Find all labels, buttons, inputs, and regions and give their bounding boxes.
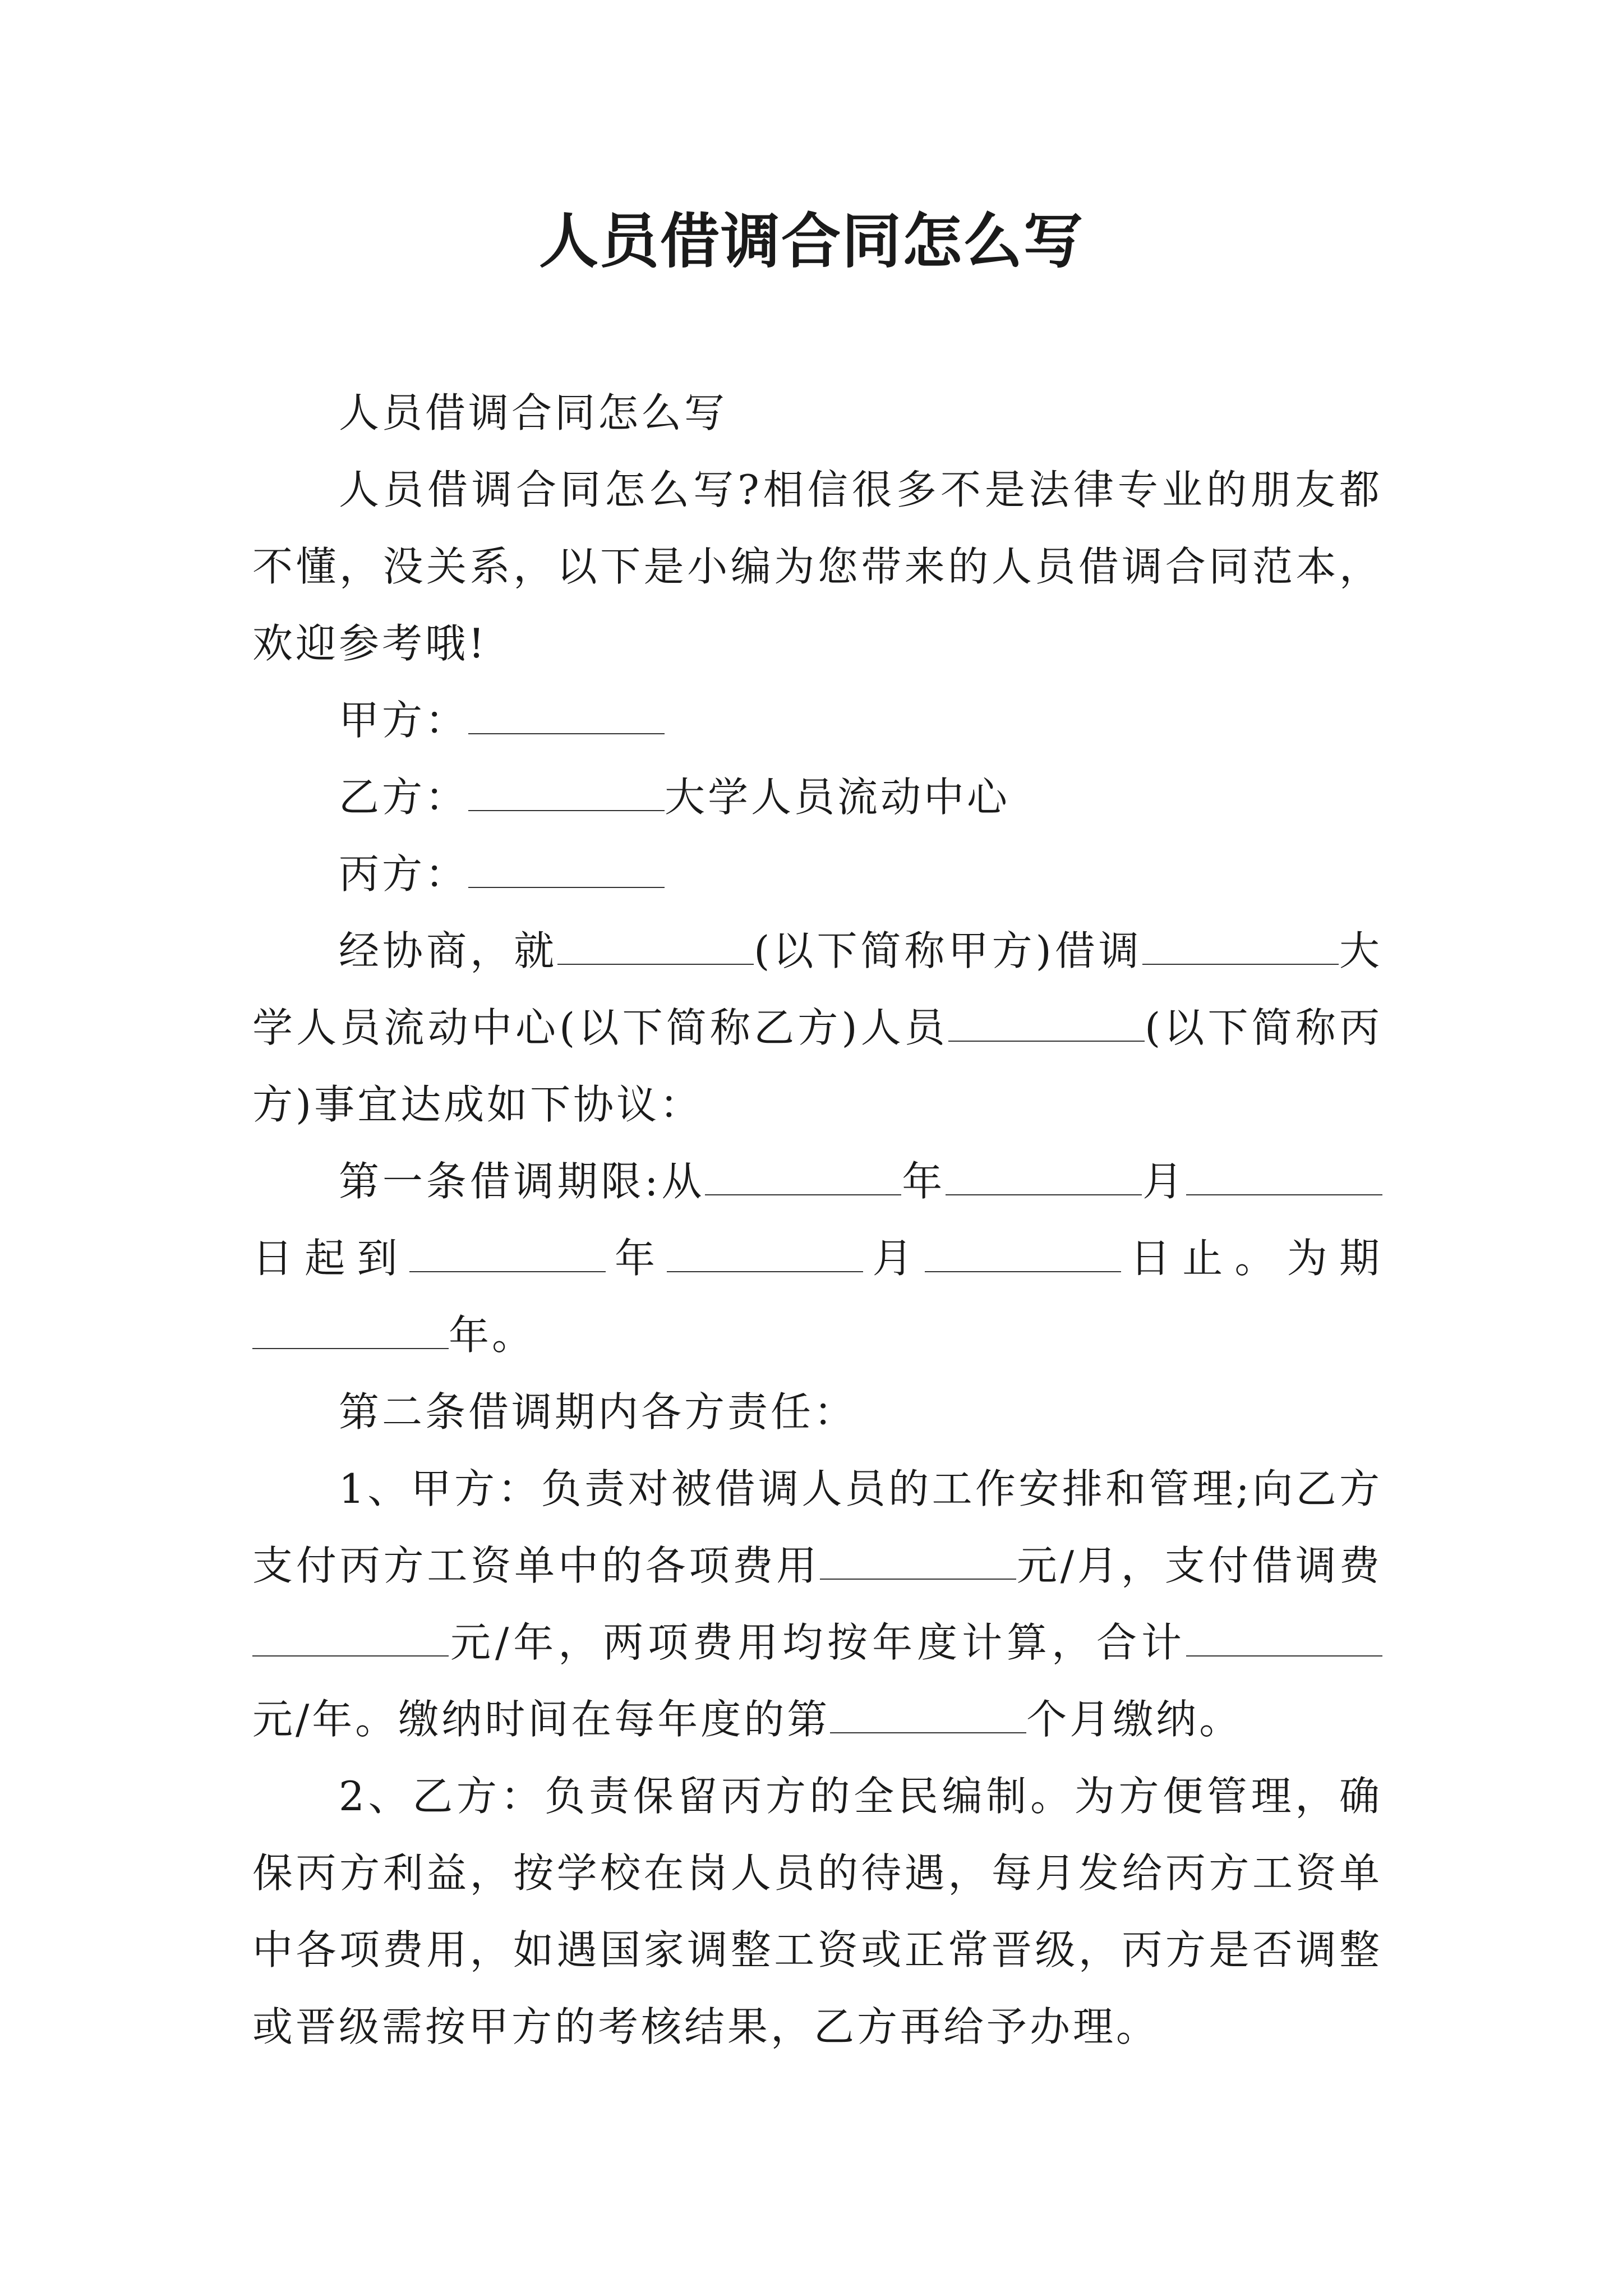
party-b-line bbox=[252, 759, 1382, 836]
article-1-text-2: 年 bbox=[901, 1158, 946, 1205]
clause-1-text-2: 元/月，支付借调费 bbox=[1016, 1542, 1382, 1589]
negotiation-paragraph bbox=[252, 913, 1382, 1143]
article-1-blank-5 bbox=[667, 1225, 863, 1272]
clause-2-paragraph: 2、乙方：负责保留丙方的全民编制。为方便管理，确保丙方利益，按学校在岗人员的待遇，每月发给丙方工资单中各项费用，如遇国家调整工资或正常晋级，丙方是否调整或晋级需按甲方的考核结果，乙方再给予办理。 bbox=[252, 1773, 1382, 2050]
clause-1-blank-1 bbox=[820, 1533, 1016, 1580]
article-1-text-6: 月 bbox=[863, 1235, 925, 1282]
party-b-suffix: 大学人员流动中心 bbox=[665, 774, 1011, 821]
negotiation-text-3: 大学人员流动中心(以下简称乙方)人员 bbox=[252, 927, 1382, 1051]
party-b-label: 乙方： bbox=[339, 774, 469, 821]
article-1-blank-1 bbox=[705, 1148, 901, 1195]
clause-1-blank-2 bbox=[252, 1609, 449, 1657]
intro-paragraph: 人员借调合同怎么写?相信很多不是法律专业的朋友都不懂，没关系，以下是小编为您带来的人员借调合同范本，欢迎参考哦! bbox=[252, 466, 1382, 667]
article-1-blank-6 bbox=[925, 1225, 1121, 1272]
clause-1-text-5: 个月缴纳。 bbox=[1026, 1696, 1243, 1743]
heading-paragraph: 人员借调合同怎么写 bbox=[339, 389, 728, 436]
document-body bbox=[252, 375, 1382, 2065]
negotiation-blank-3 bbox=[948, 995, 1145, 1042]
article-1-text-3: 月 bbox=[1142, 1158, 1186, 1205]
negotiation-text-1: 经协商，就 bbox=[339, 927, 558, 974]
negotiation-blank-1 bbox=[557, 918, 754, 965]
party-a-line bbox=[252, 682, 1382, 759]
negotiation-text-4: (以下简称丙方)事宜达成如下协议： bbox=[252, 1004, 1382, 1128]
party-c-blank bbox=[468, 841, 665, 888]
party-b-blank bbox=[468, 764, 665, 811]
negotiation-blank-2 bbox=[1142, 918, 1339, 965]
article-1-blank-2 bbox=[946, 1148, 1142, 1195]
negotiation-text-2: (以下简称甲方)借调 bbox=[754, 927, 1142, 974]
clause-1-blank-4 bbox=[830, 1686, 1026, 1733]
article-1-text-1: 第一条借调期限:从 bbox=[339, 1158, 706, 1205]
article-1-blank-7 bbox=[252, 1302, 449, 1349]
clause-1-text-4: 元/年。缴纳时间在每年度的第 bbox=[252, 1696, 831, 1743]
party-a-blank bbox=[468, 687, 665, 734]
article-1-text-8: 年。 bbox=[449, 1312, 536, 1359]
article-2-heading: 第二条借调期内各方责任： bbox=[339, 1388, 857, 1435]
party-c-line bbox=[252, 836, 1382, 913]
clause-1-text-3: 元/年，两项费用均按年度计算，合计 bbox=[449, 1619, 1186, 1666]
document-title: 人员借调合同怎么写 bbox=[539, 206, 1084, 276]
clause-1-paragraph bbox=[252, 1451, 1382, 1758]
article-1-paragraph bbox=[252, 1143, 1382, 1374]
article-1-text-4: 日起到 bbox=[252, 1235, 409, 1282]
article-1-text-5: 年 bbox=[605, 1235, 667, 1282]
clause-1-text-1: 1、甲方：负责对被借调人员的工作安排和管理;向乙方支付丙方工资单中的各项费用 bbox=[252, 1465, 1382, 1589]
party-c-label: 丙方： bbox=[339, 850, 469, 898]
article-1-text-7: 日止。为期 bbox=[1121, 1235, 1382, 1282]
party-a-label: 甲方： bbox=[339, 697, 469, 744]
clause-1-blank-3 bbox=[1186, 1609, 1382, 1657]
article-1-blank-4 bbox=[409, 1225, 606, 1272]
article-1-blank-3 bbox=[1186, 1148, 1382, 1195]
